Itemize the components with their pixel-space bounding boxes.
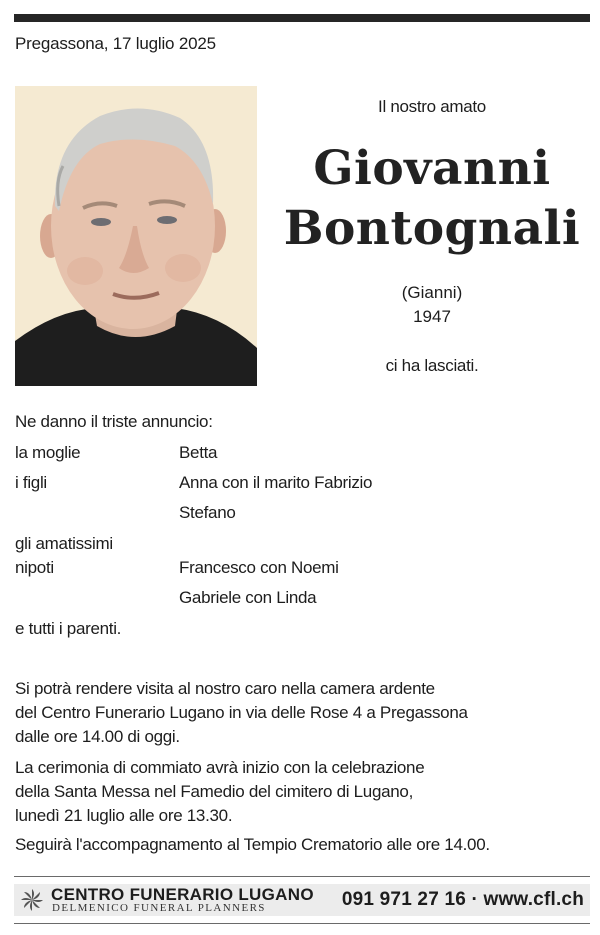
cremation-paragraph bbox=[15, 833, 490, 857]
grandchildren-label: gli amatissimi bbox=[15, 534, 113, 553]
intro-text: Il nostro amato bbox=[378, 97, 486, 116]
funeral-home-tagline: DELMENICO FUNERAL PLANNERS bbox=[52, 902, 266, 914]
visit-line: dalle ore 14.00 di oggi. bbox=[15, 727, 180, 746]
ceremony-line: La cerimonia di commiato avrà inizio con la celebrazione bbox=[15, 758, 425, 777]
ceremony-line: lunedì 21 luglio alle ore 13.30. bbox=[15, 806, 233, 825]
grandchild-name: Francesco con Noemi bbox=[179, 558, 339, 577]
relatives-text: e tutti i parenti. bbox=[15, 619, 122, 638]
passing-text: ci ha lasciati. bbox=[385, 356, 479, 375]
ceremony-line: della Santa Messa nel Famedio del cimitero di Lugano, bbox=[15, 782, 414, 801]
funeral-home-footer bbox=[14, 884, 590, 916]
visit-line: Si potrà rendere visita al nostro caro nella camera ardente bbox=[15, 679, 435, 698]
deceased-nickname: (Gianni) bbox=[401, 283, 463, 302]
visit-line: del Centro Funerario Lugano in via delle Rose 4 a Pregassona bbox=[15, 703, 468, 722]
top-rule bbox=[14, 14, 590, 22]
grandchildren-label: nipoti bbox=[15, 558, 54, 577]
child-name: Anna con il marito Fabrizio bbox=[179, 473, 373, 492]
deceased-last-name: Bontognali bbox=[283, 201, 581, 256]
portrait-photo bbox=[15, 86, 257, 386]
wife-name: Betta bbox=[179, 443, 218, 462]
announcement-lead: Ne danno il triste annuncio: bbox=[15, 412, 213, 431]
visit-paragraph bbox=[15, 677, 468, 749]
funeral-home-name: CENTRO FUNERARIO LUGANO bbox=[51, 885, 314, 904]
funeral-home-logo-icon bbox=[20, 888, 44, 912]
footer-rule-top bbox=[14, 876, 590, 877]
ceremony-paragraph bbox=[15, 756, 424, 828]
child-name: Stefano bbox=[179, 503, 236, 522]
funeral-home-contact: 091 971 27 16 · www.cfl.ch bbox=[341, 889, 584, 910]
cremation-line: Seguirà l'accompagnamento al Tempio Crematorio alle ore 14.00. bbox=[15, 835, 490, 854]
footer-rule-bottom bbox=[14, 923, 590, 924]
birth-year: 1947 bbox=[413, 307, 451, 326]
place-date: Pregassona, 17 luglio 2025 bbox=[15, 34, 216, 53]
grandchild-name: Gabriele con Linda bbox=[179, 588, 317, 607]
wife-label: la moglie bbox=[15, 443, 81, 462]
deceased-first-name: Giovanni bbox=[313, 141, 551, 196]
children-label: i figli bbox=[15, 473, 47, 492]
